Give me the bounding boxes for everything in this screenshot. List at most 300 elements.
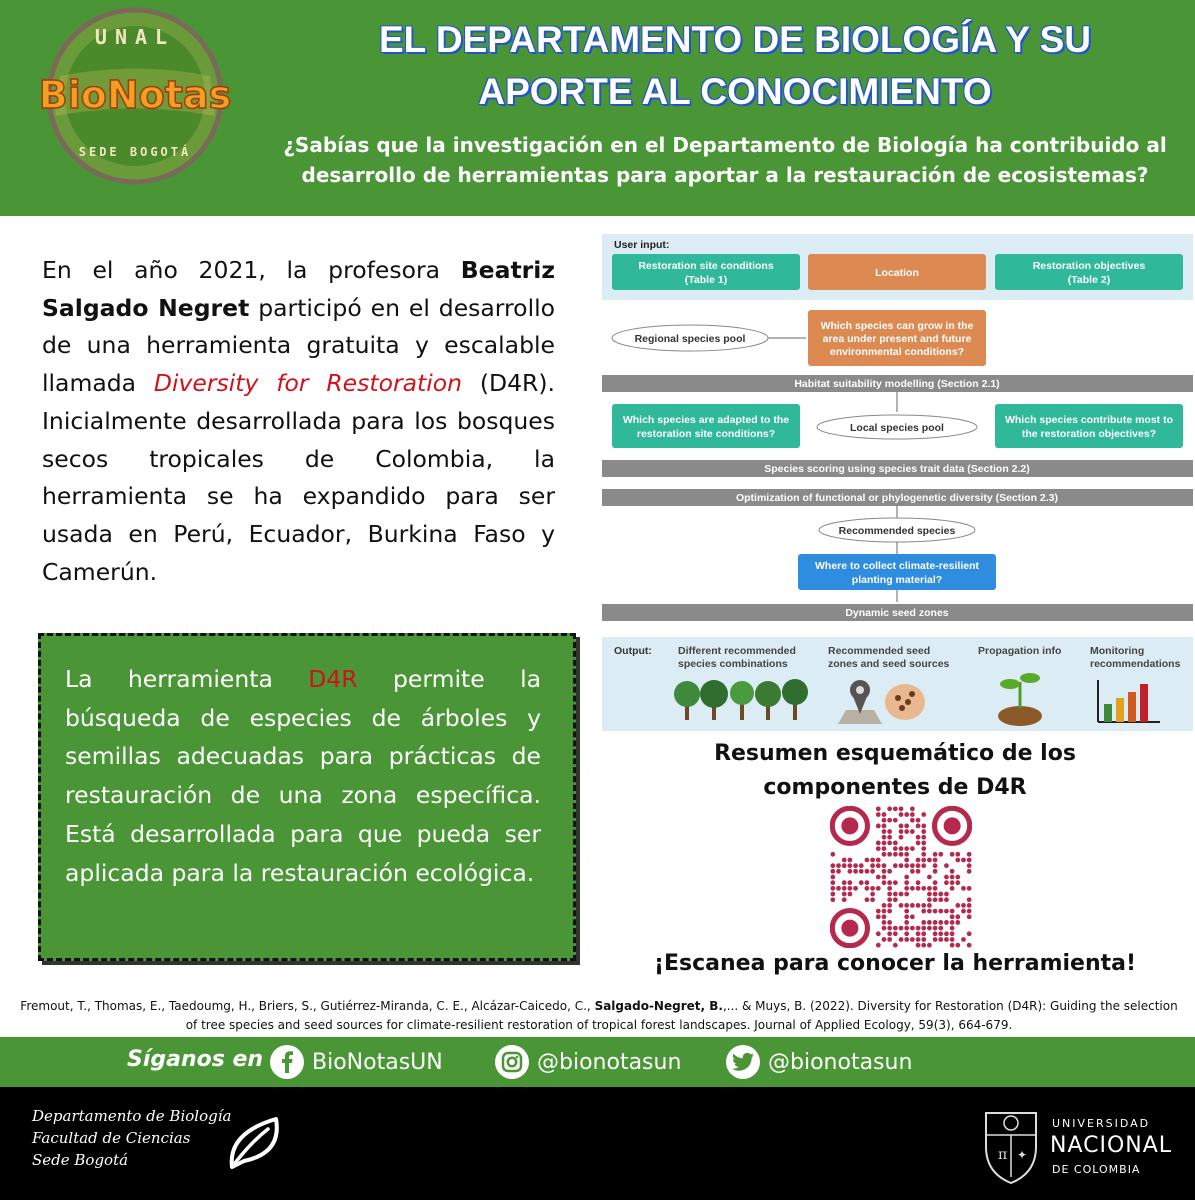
qr-module bbox=[899, 806, 904, 811]
qr-module bbox=[904, 886, 909, 891]
output-1-text-1: Different recommended bbox=[678, 645, 796, 657]
qr-module bbox=[876, 846, 881, 851]
qr-module bbox=[921, 931, 926, 936]
reference-citation bbox=[14, 997, 1184, 1035]
qr-module bbox=[842, 863, 847, 868]
caption-line-1: Resumen esquemático de los bbox=[714, 741, 1076, 766]
qr-module bbox=[910, 914, 915, 919]
qr-module bbox=[916, 835, 921, 840]
qr-module bbox=[865, 886, 870, 891]
qr-module bbox=[927, 926, 932, 931]
qr-module bbox=[921, 841, 926, 846]
university-line-1: UNIVERSIDAD bbox=[1052, 1117, 1151, 1130]
qr-module bbox=[967, 909, 972, 914]
subtitle-line-1: ¿Sabías que la investigación en el Departamento de Biología ha contribuido al bbox=[283, 133, 1167, 157]
qr-module bbox=[882, 841, 887, 846]
unal-shield-icon bbox=[980, 1107, 1042, 1185]
collect-text-1: Where to collect climate-resilient bbox=[815, 560, 979, 572]
qr-module bbox=[921, 886, 926, 891]
qr-module bbox=[927, 892, 932, 897]
qr-module bbox=[899, 937, 904, 942]
qr-module bbox=[853, 886, 858, 891]
qr-module bbox=[859, 863, 864, 868]
qr-module bbox=[921, 823, 926, 828]
qr-module bbox=[944, 920, 949, 925]
qr-module bbox=[967, 852, 972, 857]
qr-module bbox=[899, 835, 904, 840]
qr-finder-dot bbox=[944, 817, 961, 834]
instagram-link[interactable] bbox=[495, 1044, 681, 1080]
qr-module bbox=[870, 886, 875, 891]
qr-module bbox=[893, 818, 898, 823]
qr-module bbox=[910, 926, 915, 931]
qr-module bbox=[921, 943, 926, 948]
qr-module bbox=[882, 903, 887, 908]
qr-module bbox=[927, 875, 932, 880]
qr-module bbox=[876, 806, 881, 811]
qr-module bbox=[933, 869, 938, 874]
qr-module bbox=[955, 880, 960, 885]
site-conditions-text-2: (Table 1) bbox=[684, 274, 728, 286]
qr-module bbox=[830, 852, 835, 857]
twitter-link[interactable] bbox=[726, 1044, 912, 1080]
qr-module bbox=[944, 863, 949, 868]
qr-module bbox=[927, 897, 932, 902]
qr-module bbox=[842, 858, 847, 863]
reference-text-2: ,... & Muys, B. (2022). Diversity for Restoration (D4R): Guiding the selection of tree species and seed sources for climate-resilient restoration of tropical forest landscapes. Journal of Applied Ecology, 59(3), 664-679. bbox=[185, 999, 1178, 1032]
qr-module bbox=[876, 812, 881, 817]
qr-module bbox=[921, 920, 926, 925]
qr-module bbox=[893, 943, 898, 948]
qr-module bbox=[893, 897, 898, 902]
output-label: Output: bbox=[614, 645, 652, 657]
qr-module bbox=[893, 841, 898, 846]
qr-module bbox=[938, 897, 943, 902]
collect-text-2: planting material? bbox=[851, 574, 943, 586]
qr-module bbox=[882, 875, 887, 880]
qr-module bbox=[933, 909, 938, 914]
qr-module bbox=[910, 937, 915, 942]
qr-module bbox=[904, 892, 909, 897]
qr-module bbox=[950, 943, 955, 948]
qr-module bbox=[904, 812, 909, 817]
qr-module bbox=[865, 897, 870, 902]
qr-module bbox=[859, 869, 864, 874]
qr-module bbox=[893, 926, 898, 931]
qr-module bbox=[921, 812, 926, 817]
qr-module bbox=[910, 903, 915, 908]
qr-module bbox=[893, 846, 898, 851]
qr-module bbox=[887, 931, 892, 936]
qr-module bbox=[955, 914, 960, 919]
title-line-1: EL DEPARTAMENTO DE BIOLOGÍA Y SU bbox=[379, 19, 1091, 60]
follow-label: Síganos en bbox=[127, 1047, 264, 1072]
qr-module bbox=[950, 909, 955, 914]
intro-paragraph bbox=[42, 252, 555, 591]
qr-module bbox=[933, 892, 938, 897]
qr-module bbox=[961, 903, 966, 908]
svg-text:✦: ✦ bbox=[1017, 1148, 1028, 1162]
qr-module bbox=[916, 858, 921, 863]
qr-module bbox=[887, 892, 892, 897]
qr-module bbox=[916, 943, 921, 948]
regional-pool-text: Regional species pool bbox=[634, 333, 746, 345]
qr-module bbox=[893, 880, 898, 885]
qr-module bbox=[882, 926, 887, 931]
qr-finder-dot bbox=[841, 920, 858, 937]
qr-module bbox=[927, 858, 932, 863]
qr-module bbox=[938, 931, 943, 936]
qr-module bbox=[916, 863, 921, 868]
qr-module bbox=[921, 926, 926, 931]
qr-module bbox=[836, 869, 841, 874]
qr-module bbox=[887, 909, 892, 914]
qr-code[interactable] bbox=[830, 806, 972, 948]
qr-module bbox=[910, 886, 915, 891]
qr-module bbox=[944, 880, 949, 885]
which-grow-text-2: area under present and future bbox=[822, 333, 972, 345]
qr-module bbox=[916, 880, 921, 885]
facebook-handle: BioNotasUN bbox=[312, 1049, 443, 1075]
highlight-text bbox=[65, 660, 541, 892]
site-conditions-text-1: Restoration site conditions bbox=[638, 260, 774, 272]
highlight-box bbox=[38, 633, 576, 961]
qr-module bbox=[887, 920, 892, 925]
qr-module bbox=[950, 852, 955, 857]
reference-author-bold: Salgado-Negret, B. bbox=[594, 999, 723, 1013]
qr-module bbox=[887, 937, 892, 942]
d4r-schematic bbox=[600, 232, 1193, 732]
qr-module bbox=[830, 897, 835, 902]
qr-module bbox=[921, 863, 926, 868]
qr-module bbox=[887, 886, 892, 891]
qr-module bbox=[950, 886, 955, 891]
qr-module bbox=[904, 920, 909, 925]
qr-module bbox=[967, 863, 972, 868]
qr-module bbox=[882, 937, 887, 942]
qr-module bbox=[887, 829, 892, 834]
qr-module bbox=[961, 909, 966, 914]
seed-zones-text: Dynamic seed zones bbox=[845, 607, 949, 619]
page-subtitle bbox=[270, 130, 1180, 190]
qr-module bbox=[887, 818, 892, 823]
qr-module bbox=[955, 903, 960, 908]
qr-module bbox=[955, 875, 960, 880]
qr-module bbox=[882, 852, 887, 857]
qr-module bbox=[887, 869, 892, 874]
qr-module bbox=[904, 829, 909, 834]
qr-module bbox=[967, 931, 972, 936]
qr-module bbox=[916, 869, 921, 874]
social-bar bbox=[0, 1037, 1195, 1087]
qr-module bbox=[967, 886, 972, 891]
qr-module bbox=[950, 914, 955, 919]
facebook-link[interactable] bbox=[270, 1044, 443, 1080]
qr-module bbox=[916, 931, 921, 936]
subtitle-line-2: desarrollo de herramientas para aportar a la restauración de ecosistemas? bbox=[301, 163, 1149, 187]
qr-module bbox=[921, 829, 926, 834]
page-title bbox=[300, 14, 1170, 118]
qr-module bbox=[944, 909, 949, 914]
qr-module bbox=[899, 846, 904, 851]
qr-module bbox=[910, 869, 915, 874]
dept-line-3: Sede Bogotá bbox=[32, 1151, 129, 1169]
qr-module bbox=[916, 926, 921, 931]
qr-module bbox=[944, 892, 949, 897]
qr-module bbox=[876, 841, 881, 846]
qr-module bbox=[847, 869, 852, 874]
qr-module bbox=[876, 886, 881, 891]
qr-module bbox=[893, 892, 898, 897]
qr-module bbox=[921, 858, 926, 863]
qr-module bbox=[910, 846, 915, 851]
qr-module bbox=[847, 892, 852, 897]
twitter-handle: @bionotasun bbox=[768, 1049, 913, 1075]
output-2-text-2: zones and seed sources bbox=[828, 658, 950, 670]
qr-module bbox=[904, 875, 909, 880]
qr-module bbox=[927, 920, 932, 925]
qr-module bbox=[904, 880, 909, 885]
qr-module bbox=[933, 852, 938, 857]
qr-module bbox=[847, 886, 852, 891]
qr-module bbox=[961, 858, 966, 863]
unal-logo bbox=[980, 1097, 1180, 1192]
qr-module bbox=[916, 903, 921, 908]
output-4-text-2: recommendations bbox=[1090, 658, 1181, 670]
qr-module bbox=[847, 858, 852, 863]
qr-module bbox=[842, 897, 847, 902]
bionotas-logo bbox=[30, 6, 240, 186]
qr-module bbox=[904, 823, 909, 828]
qr-module bbox=[933, 920, 938, 925]
box-text-b: permite la búsqueda de especies de árboles y semillas adecuadas para prácticas de restauración de una zona específica. Está desarrollada para que pueda ser aplicada para la restauración ecológica. bbox=[65, 665, 541, 887]
qr-module bbox=[955, 852, 960, 857]
qr-module bbox=[859, 880, 864, 885]
qr-module bbox=[853, 869, 858, 874]
logo-main-text: BioNotas bbox=[38, 73, 232, 117]
output-1-text-2: species combinations bbox=[678, 658, 788, 670]
qr-module bbox=[904, 852, 909, 857]
caption-line-2: componentes de D4R bbox=[763, 775, 1027, 800]
habitat-text: Habitat suitability modelling (Section 2.1) bbox=[794, 378, 1000, 390]
qr-module bbox=[887, 835, 892, 840]
qr-module bbox=[933, 863, 938, 868]
recommended-text: Recommended species bbox=[838, 525, 956, 537]
qr-module bbox=[842, 880, 847, 885]
qr-module bbox=[933, 897, 938, 902]
qr-module bbox=[887, 880, 892, 885]
objectives-text-1: Restoration objectives bbox=[1032, 260, 1146, 272]
qr-module bbox=[904, 909, 909, 914]
qr-module bbox=[882, 823, 887, 828]
qr-module bbox=[887, 926, 892, 931]
adapted-box bbox=[612, 404, 800, 448]
qr-module bbox=[916, 823, 921, 828]
box-d4r: D4R bbox=[308, 665, 358, 693]
qr-module bbox=[870, 858, 875, 863]
qr-module bbox=[950, 875, 955, 880]
qr-module bbox=[876, 914, 881, 919]
qr-module bbox=[944, 897, 949, 902]
instagram-handle: @bionotasun bbox=[537, 1049, 682, 1075]
qr-module bbox=[938, 852, 943, 857]
qr-module bbox=[876, 875, 881, 880]
qr-module bbox=[870, 892, 875, 897]
qr-module bbox=[882, 835, 887, 840]
qr-module bbox=[865, 880, 870, 885]
qr-module bbox=[830, 869, 835, 874]
qr-module bbox=[933, 926, 938, 931]
qr-module bbox=[830, 886, 835, 891]
qr-module bbox=[938, 909, 943, 914]
qr-module bbox=[933, 937, 938, 942]
location-text: Location bbox=[875, 267, 919, 279]
facebook-icon bbox=[270, 1045, 304, 1079]
qr-module bbox=[904, 903, 909, 908]
qr-module bbox=[955, 858, 960, 863]
qr-module bbox=[870, 863, 875, 868]
svg-text:π: π bbox=[998, 1147, 1008, 1163]
qr-module bbox=[830, 880, 835, 885]
qr-module bbox=[865, 858, 870, 863]
qr-module bbox=[882, 869, 887, 874]
qr-module bbox=[887, 841, 892, 846]
qr-module bbox=[830, 863, 835, 868]
title-line-2: APORTE AL CONOCIMIENTO bbox=[478, 71, 992, 112]
twitter-icon bbox=[726, 1045, 760, 1079]
qr-module bbox=[882, 846, 887, 851]
qr-module bbox=[904, 846, 909, 851]
qr-module bbox=[893, 863, 898, 868]
qr-module bbox=[938, 937, 943, 942]
qr-module bbox=[927, 886, 932, 891]
qr-module bbox=[904, 863, 909, 868]
qr-module bbox=[882, 812, 887, 817]
qr-module bbox=[870, 897, 875, 902]
qr-module bbox=[910, 812, 915, 817]
qr-module bbox=[830, 875, 835, 880]
qr-module bbox=[887, 903, 892, 908]
contribute-text-1: Which species contribute most to bbox=[1004, 414, 1174, 426]
qr-module bbox=[950, 920, 955, 925]
qr-module bbox=[933, 886, 938, 891]
output-4-text-1: Monitoring bbox=[1090, 645, 1145, 657]
qr-module bbox=[836, 863, 841, 868]
qr-module bbox=[876, 931, 881, 936]
qr-module bbox=[904, 858, 909, 863]
qr-module bbox=[876, 858, 881, 863]
qr-module bbox=[921, 846, 926, 851]
qr-module bbox=[938, 926, 943, 931]
qr-module bbox=[904, 937, 909, 942]
qr-module bbox=[904, 926, 909, 931]
qr-module bbox=[899, 812, 904, 817]
para-text-a: En el año 2021, la profesora bbox=[42, 256, 461, 284]
qr-module bbox=[899, 903, 904, 908]
qr-module bbox=[882, 863, 887, 868]
qr-finder-dot bbox=[841, 817, 858, 834]
qr-module bbox=[961, 937, 966, 942]
qr-module bbox=[916, 886, 921, 891]
instagram-icon bbox=[495, 1045, 529, 1079]
qr-module bbox=[847, 863, 852, 868]
leaf-icon bbox=[224, 1113, 284, 1173]
local-pool-text: Local species pool bbox=[850, 422, 944, 434]
output-2-text-1: Recommended seed bbox=[828, 645, 931, 657]
department-info bbox=[32, 1105, 231, 1171]
qr-module bbox=[899, 863, 904, 868]
qr-module bbox=[927, 903, 932, 908]
qr-module bbox=[830, 892, 835, 897]
qr-module bbox=[916, 841, 921, 846]
qr-module bbox=[882, 920, 887, 925]
adapted-text-1: Which species are adapted to the bbox=[622, 414, 790, 426]
qr-module bbox=[938, 892, 943, 897]
qr-module bbox=[887, 897, 892, 902]
optimization-text: Optimization of functional or phylogenetic diversity (Section 2.3) bbox=[735, 492, 1059, 504]
qr-module bbox=[887, 852, 892, 857]
qr-module bbox=[910, 806, 915, 811]
qr-module bbox=[842, 886, 847, 891]
qr-module bbox=[893, 806, 898, 811]
qr-module bbox=[921, 835, 926, 840]
scoring-text: Species scoring using species trait data (Section 2.2) bbox=[764, 463, 1030, 475]
qr-module bbox=[910, 829, 915, 834]
qr-module bbox=[882, 829, 887, 834]
dept-line-1: Departamento de Biología bbox=[32, 1107, 232, 1125]
qr-module bbox=[967, 869, 972, 874]
qr-module bbox=[955, 943, 960, 948]
dept-line-2: Facultad de Ciencias bbox=[32, 1129, 191, 1147]
qr-module bbox=[916, 937, 921, 942]
qr-module bbox=[899, 829, 904, 834]
para-text-c: (D4R). Inicialmente desarrollada para los bosques secos tropicales de Colombia, la herramienta se ha expandido para ser usada en Perú, Ecuador, Burkina Faso y Camerún. bbox=[42, 369, 556, 586]
qr-module bbox=[967, 897, 972, 902]
qr-module bbox=[967, 903, 972, 908]
header-banner bbox=[0, 0, 1195, 216]
qr-module bbox=[899, 823, 904, 828]
qr-module bbox=[961, 886, 966, 891]
university-line-2: NACIONAL bbox=[1050, 1133, 1173, 1158]
qr-module bbox=[842, 892, 847, 897]
qr-module bbox=[882, 818, 887, 823]
qr-module bbox=[876, 863, 881, 868]
qr-module bbox=[882, 909, 887, 914]
qr-module bbox=[847, 880, 852, 885]
qr-module bbox=[921, 909, 926, 914]
qr-module bbox=[904, 931, 909, 936]
qr-module bbox=[893, 931, 898, 936]
qr-module bbox=[938, 920, 943, 925]
qr-module bbox=[950, 869, 955, 874]
qr-module bbox=[899, 892, 904, 897]
qr-module bbox=[967, 914, 972, 919]
logo-top-text: UNAL bbox=[94, 25, 176, 49]
user-input-label: User input: bbox=[614, 239, 670, 251]
qr-module bbox=[882, 914, 887, 919]
which-grow-text-1: Which species can grow in the bbox=[820, 320, 974, 332]
qr-module bbox=[865, 869, 870, 874]
contribute-text-2: the restoration objectives? bbox=[1021, 428, 1157, 440]
qr-module bbox=[887, 806, 892, 811]
university-line-3: DE COLOMBIA bbox=[1052, 1163, 1141, 1176]
qr-module bbox=[836, 886, 841, 891]
qr-module bbox=[910, 863, 915, 868]
qr-module bbox=[944, 931, 949, 936]
qr-module bbox=[933, 880, 938, 885]
qr-module bbox=[876, 943, 881, 948]
qr-module bbox=[893, 852, 898, 857]
